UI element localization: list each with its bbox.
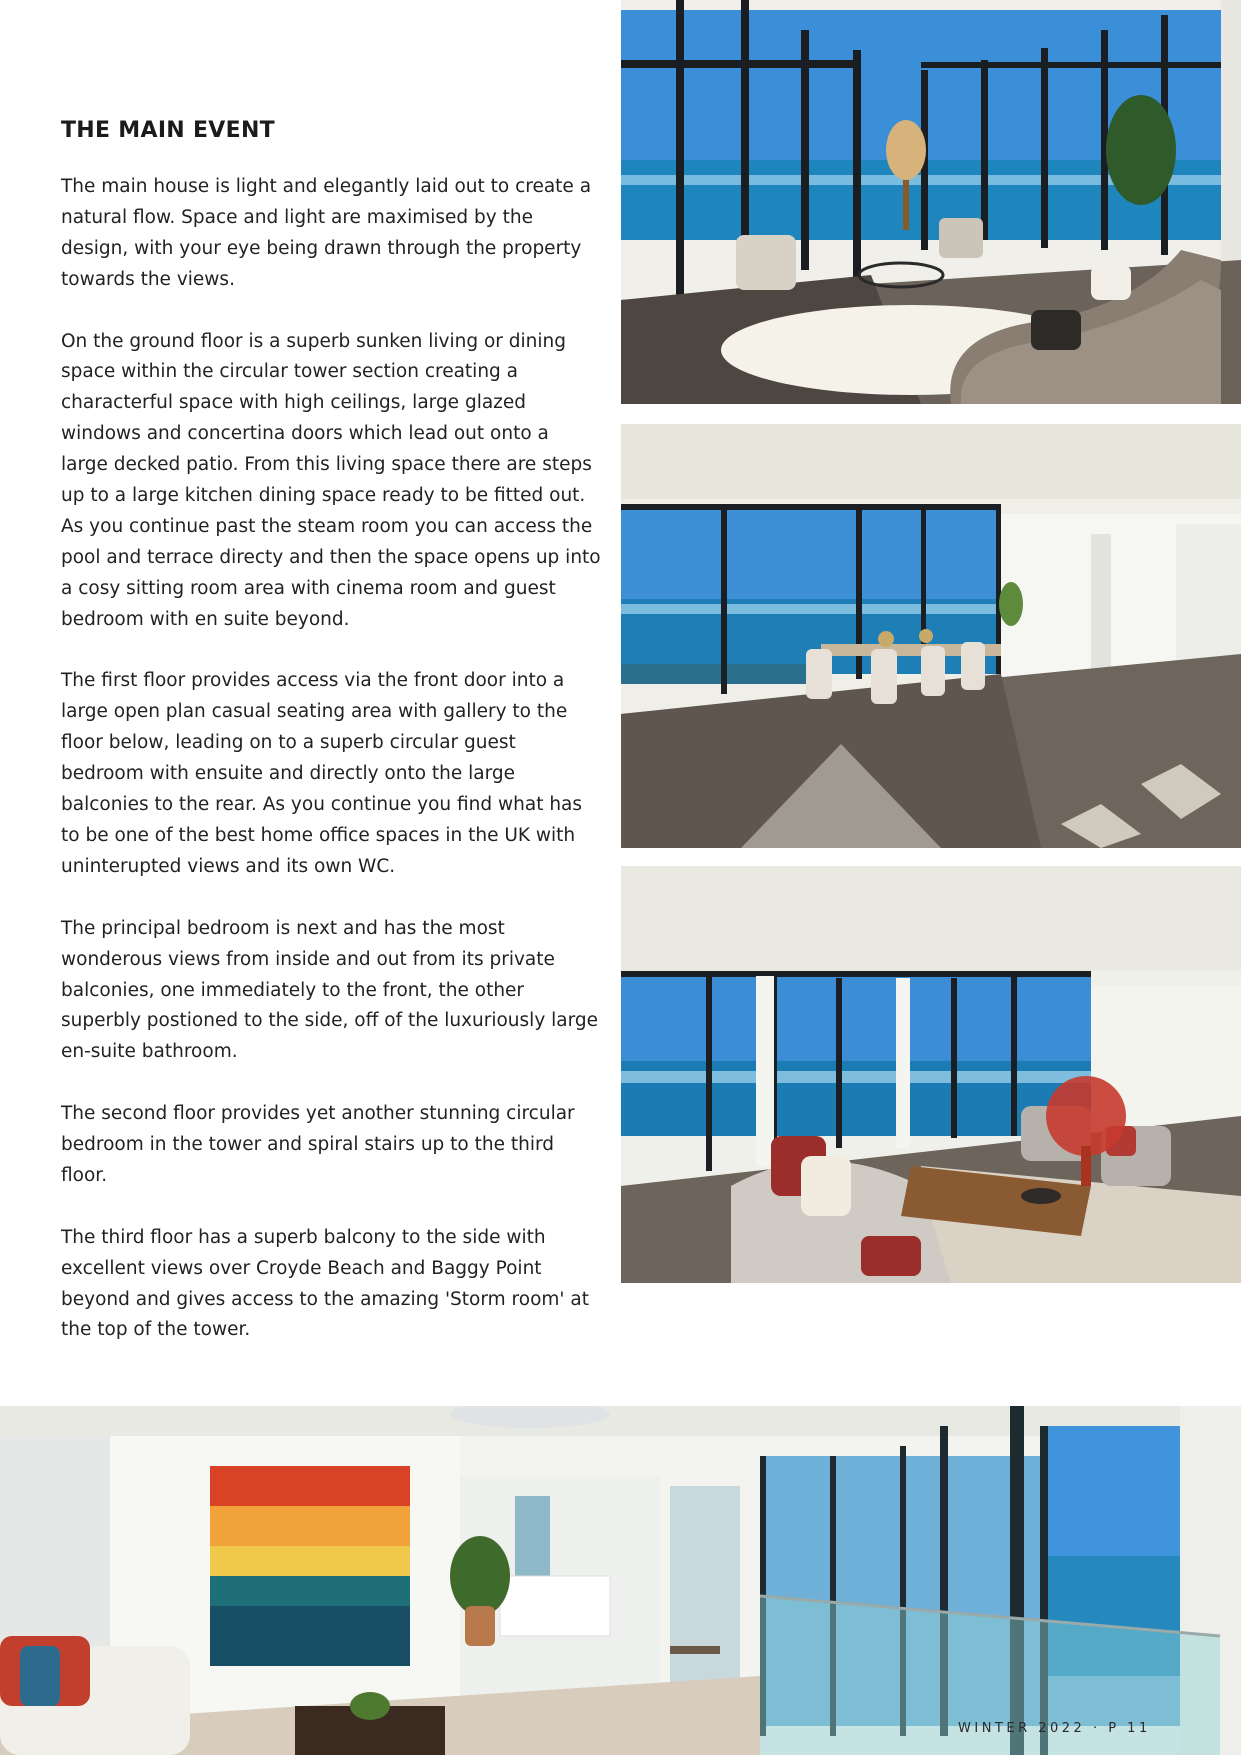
paragraph-second-floor: The second floor provides yet another stunning circular bedroom in the tower and spiral stairs up to the third floor. [61,1103,575,1186]
article-text [61,118,601,1377]
paragraph-ground-floor: On the ground floor is a superb sunken living or dining space within the circular tower section creating a characterful space with high ceilings, large glazed windows and concertina doors which lead out onto a large decked patio. From this living space there are steps up to a large kitchen dining space ready to be fitted out. As you continue past the steam room you can access the pool and terrace directy and then the space opens up into a cosy sitting room area with cinema room and guest bedroom with en suite beyond. [61,330,601,630]
photo-dining-space [621,424,1241,848]
page-footer: WINTER 2022 · P 11 [958,1721,1151,1736]
paragraph-third-floor: The third floor has a superb balcony to the side with excellent views over Croyde Beach and Baggy Point beyond and gives access to the amazing 'Storm room' at the top of the tower. [61,1226,589,1341]
paragraph-first-floor: The first floor provides access via the front door into a large open plan casual seating area with gallery to the floor below, leading on to a superb circular guest bedroom with ensuite and directly onto the large balconies to the rear. As you continue you find what has to be one of the best home office spaces in the UK with uninterupted views and its own WC. [61,670,583,877]
paragraph-principal-bedroom: The principal bedroom is next and has the most wonderous views from inside and out from its private balconies, one immediately to the front, the other superbly postioned to the side, off of the luxuriously large en-suite bathroom. [61,917,599,1063]
photo-living-room-tower [621,0,1241,404]
photo-gallery-landing [0,1406,1241,1755]
paragraph-intro: The main house is light and elegantly laid out to create a natural flow. Space and light are maximised by the design, with your eye being drawn through the property towards the views. [61,176,592,290]
photo-lounge [621,866,1241,1283]
section-heading: THE MAIN EVENT [61,118,275,143]
